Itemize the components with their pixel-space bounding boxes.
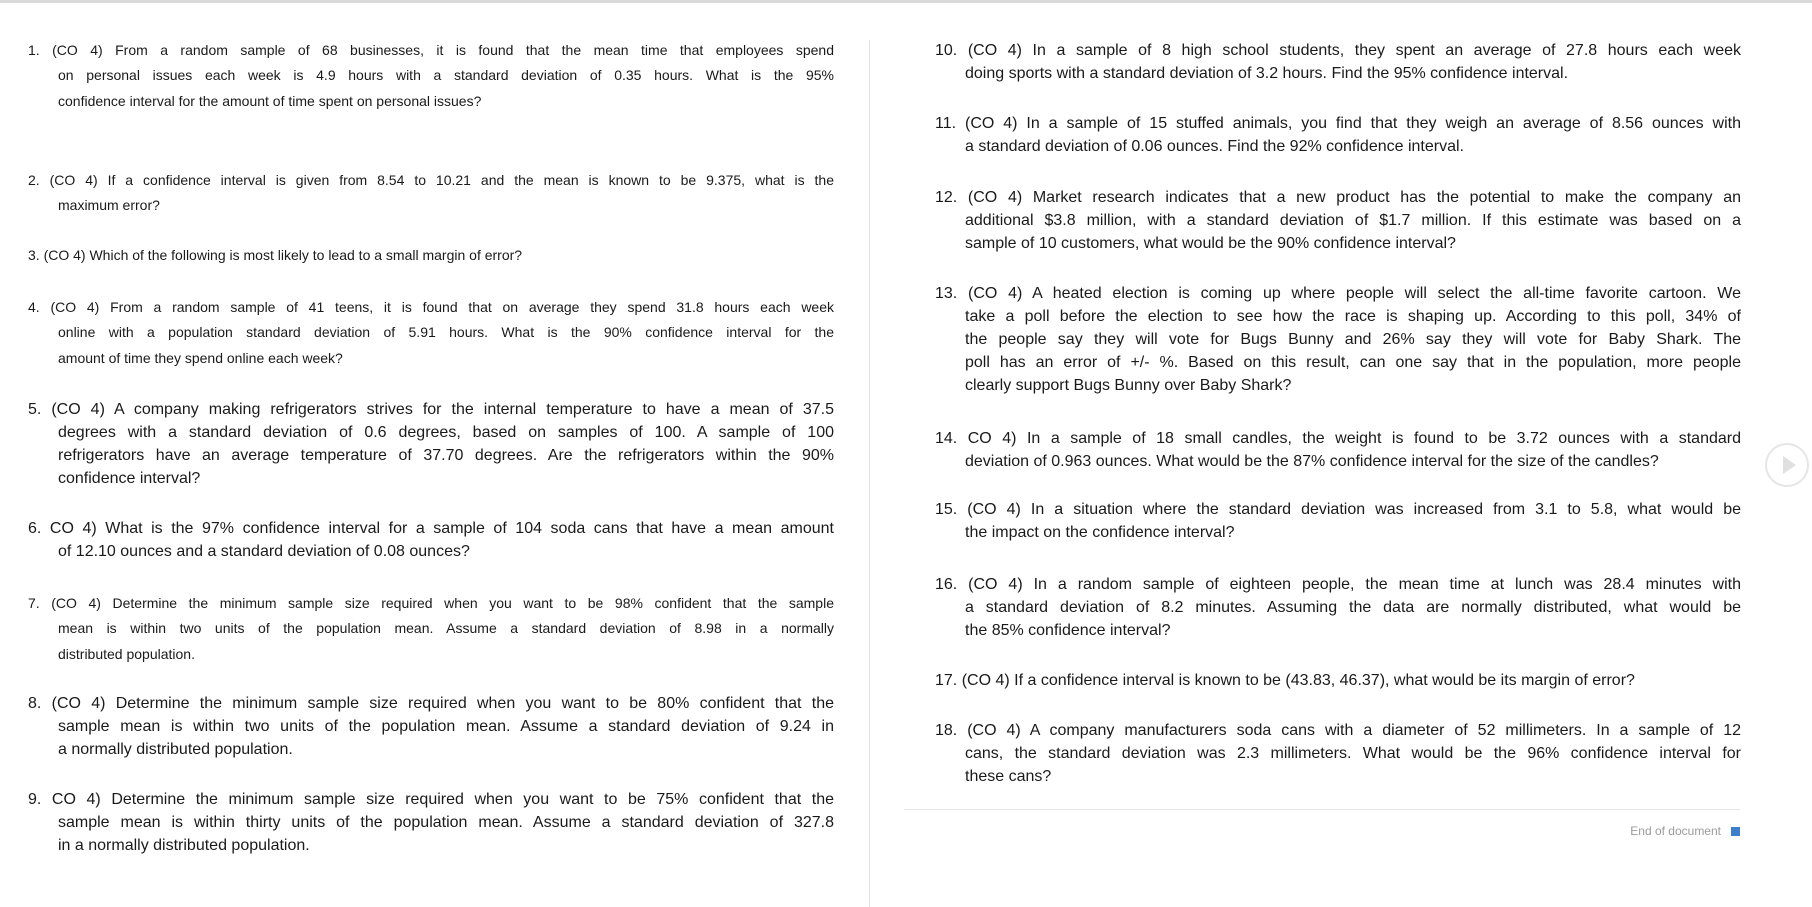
question-2 [28,168,834,219]
question-line: amount of time they spend online each week? [58,349,343,366]
question-line: 11. (CO 4) In a sample of 15 stuffed animals, you find that they weigh an average of 8.56 ounces with [935,115,1741,132]
question-line: the 85% confidence interval? [965,622,1171,640]
question-line: confidence interval for the amount of time spent on personal issues? [58,92,482,109]
question-line: 8. (CO 4) Determine the minimum sample size required when you want to be 80% confident that the [28,695,834,712]
question-4 [28,295,834,371]
question-line: on personal issues each week is 4.9 hours with a standard deviation of 0.35 hours. What is the 95% [58,67,834,84]
question-13 [935,282,1741,397]
end-of-document-label: End of document [1630,824,1721,838]
question-line: 2. (CO 4) If a confidence interval is given from 8.54 to 10.21 and the mean is known to be 9.375, what is the [28,172,834,188]
question-11 [935,112,1741,158]
question-line: distributed population. [58,645,195,662]
question-line: mean is within two units of the population mean. Assume a standard deviation of 8.98 in a normally [58,620,834,637]
end-of-document [1630,824,1740,838]
question-line: 10. (CO 4) In a sample of 8 high school students, they spent an average of 27.8 hours each week [935,42,1741,59]
question-line: take a poll before the election to see how the race is shaping up. According to this poll, 34% of [965,308,1741,326]
question-line: 6. CO 4) What is the 97% confidence interval for a sample of 104 soda cans that have a mean amount [28,520,834,537]
question-7 [28,591,834,667]
question-15 [935,498,1741,544]
question-line: 17. (CO 4) If a confidence interval is known to be (43.83, 46.37), what would be its margin of error? [935,672,1635,689]
column-divider [869,40,870,907]
question-3 [28,243,834,268]
question-line: in a normally distributed population. [58,837,310,855]
question-line: refrigerators have an average temperature of 37.70 degrees. Are the refrigerators within the 90% [58,447,834,465]
question-line: maximum error? [58,197,160,214]
top-toolbar-edge [0,0,1812,3]
question-line: sample mean is within two units of the population mean. Assume a standard deviation of 9.24 in [58,718,834,736]
question-line: 3. (CO 4) Which of the following is most likely to lead to a small margin of error? [28,247,523,263]
question-line: online with a population standard deviation of 5.91 hours. What is the 90% confidence interval for the [58,324,834,341]
question-line: degrees with a standard deviation of 0.6 degrees, based on samples of 100. A sample of 100 [58,424,834,442]
question-line: 9. CO 4) Determine the minimum sample size required when you want to be 75% confident that the [28,791,834,808]
question-line: of 12.10 ounces and a standard deviation of 0.08 ounces? [58,543,470,561]
question-line: 16. (CO 4) In a random sample of eighteen people, the mean time at lunch was 28.4 minutes with [935,576,1741,593]
question-line: a standard deviation of 8.2 minutes. Assuming the data are normally distributed, what would be [965,599,1741,617]
question-line: a standard deviation of 0.06 ounces. Find the 92% confidence interval. [965,138,1464,156]
question-line: 13. (CO 4) A heated election is coming up where people will select the all-time favorite cartoon. We [935,285,1741,302]
question-8 [28,692,834,761]
question-14 [935,427,1741,473]
question-6 [28,517,834,563]
question-line: 1. (CO 4) From a random sample of 68 businesses, it is found that the mean time that employees spend [28,42,834,58]
play-circle-icon[interactable] [1765,443,1809,487]
question-line: a normally distributed population. [58,741,293,759]
question-line: these cans? [965,768,1052,786]
question-10 [935,39,1741,85]
question-line: 12. (CO 4) Market research indicates that a new product has the potential to make the company an [935,189,1741,206]
question-9 [28,788,834,857]
question-17 [935,669,1741,692]
end-separator [904,809,1740,810]
question-line: poll has an error of +/- %. Based on this result, can one say that in the population, more people [965,354,1741,372]
square-icon [1731,827,1740,836]
question-line: deviation of 0.963 ounces. What would be the 87% confidence interval for the size of the candles? [965,453,1659,471]
question-line: 4. (CO 4) From a random sample of 41 teens, it is found that on average they spend 31.8 hours each week [28,299,834,315]
question-16 [935,573,1741,642]
question-line: 5. (CO 4) A company making refrigerators strives for the internal temperature to have a mean of 37.5 [28,401,834,418]
question-12 [935,186,1741,255]
question-1 [28,38,834,114]
question-line: 7. (CO 4) Determine the minimum sample size required when you want to be 98% confident that the sample [28,595,834,611]
question-line: the impact on the confidence interval? [965,524,1235,542]
question-5 [28,398,834,490]
question-line: confidence interval? [58,470,201,488]
question-line: 14. CO 4) In a sample of 18 small candles, the weight is found to be 3.72 ounces with a standard [935,430,1741,447]
question-line: cans, the standard deviation was 2.3 millimeters. What would be the 96% confidence interval for [965,745,1741,763]
question-line: additional $3.8 million, with a standard deviation of $1.7 million. If this estimate was based on a [965,212,1741,230]
question-line: 15. (CO 4) In a situation where the standard deviation was increased from 3.1 to 5.8, what would be [935,501,1741,518]
question-line: doing sports with a standard deviation of 3.2 hours. Find the 95% confidence interval. [965,65,1569,83]
question-line: 18. (CO 4) A company manufacturers soda cans with a diameter of 52 millimeters. In a sample of 12 [935,722,1741,739]
question-line: sample mean is within thirty units of the population mean. Assume a standard deviation of 327.8 [58,814,834,832]
question-line: sample of 10 customers, what would be the 90% confidence interval? [965,235,1456,253]
question-18 [935,719,1741,788]
question-line: the people say they will vote for Bugs Bunny and 26% say they will vote for Baby Shark. The [965,331,1741,349]
question-line: clearly support Bugs Bunny over Baby Shark? [965,377,1292,395]
